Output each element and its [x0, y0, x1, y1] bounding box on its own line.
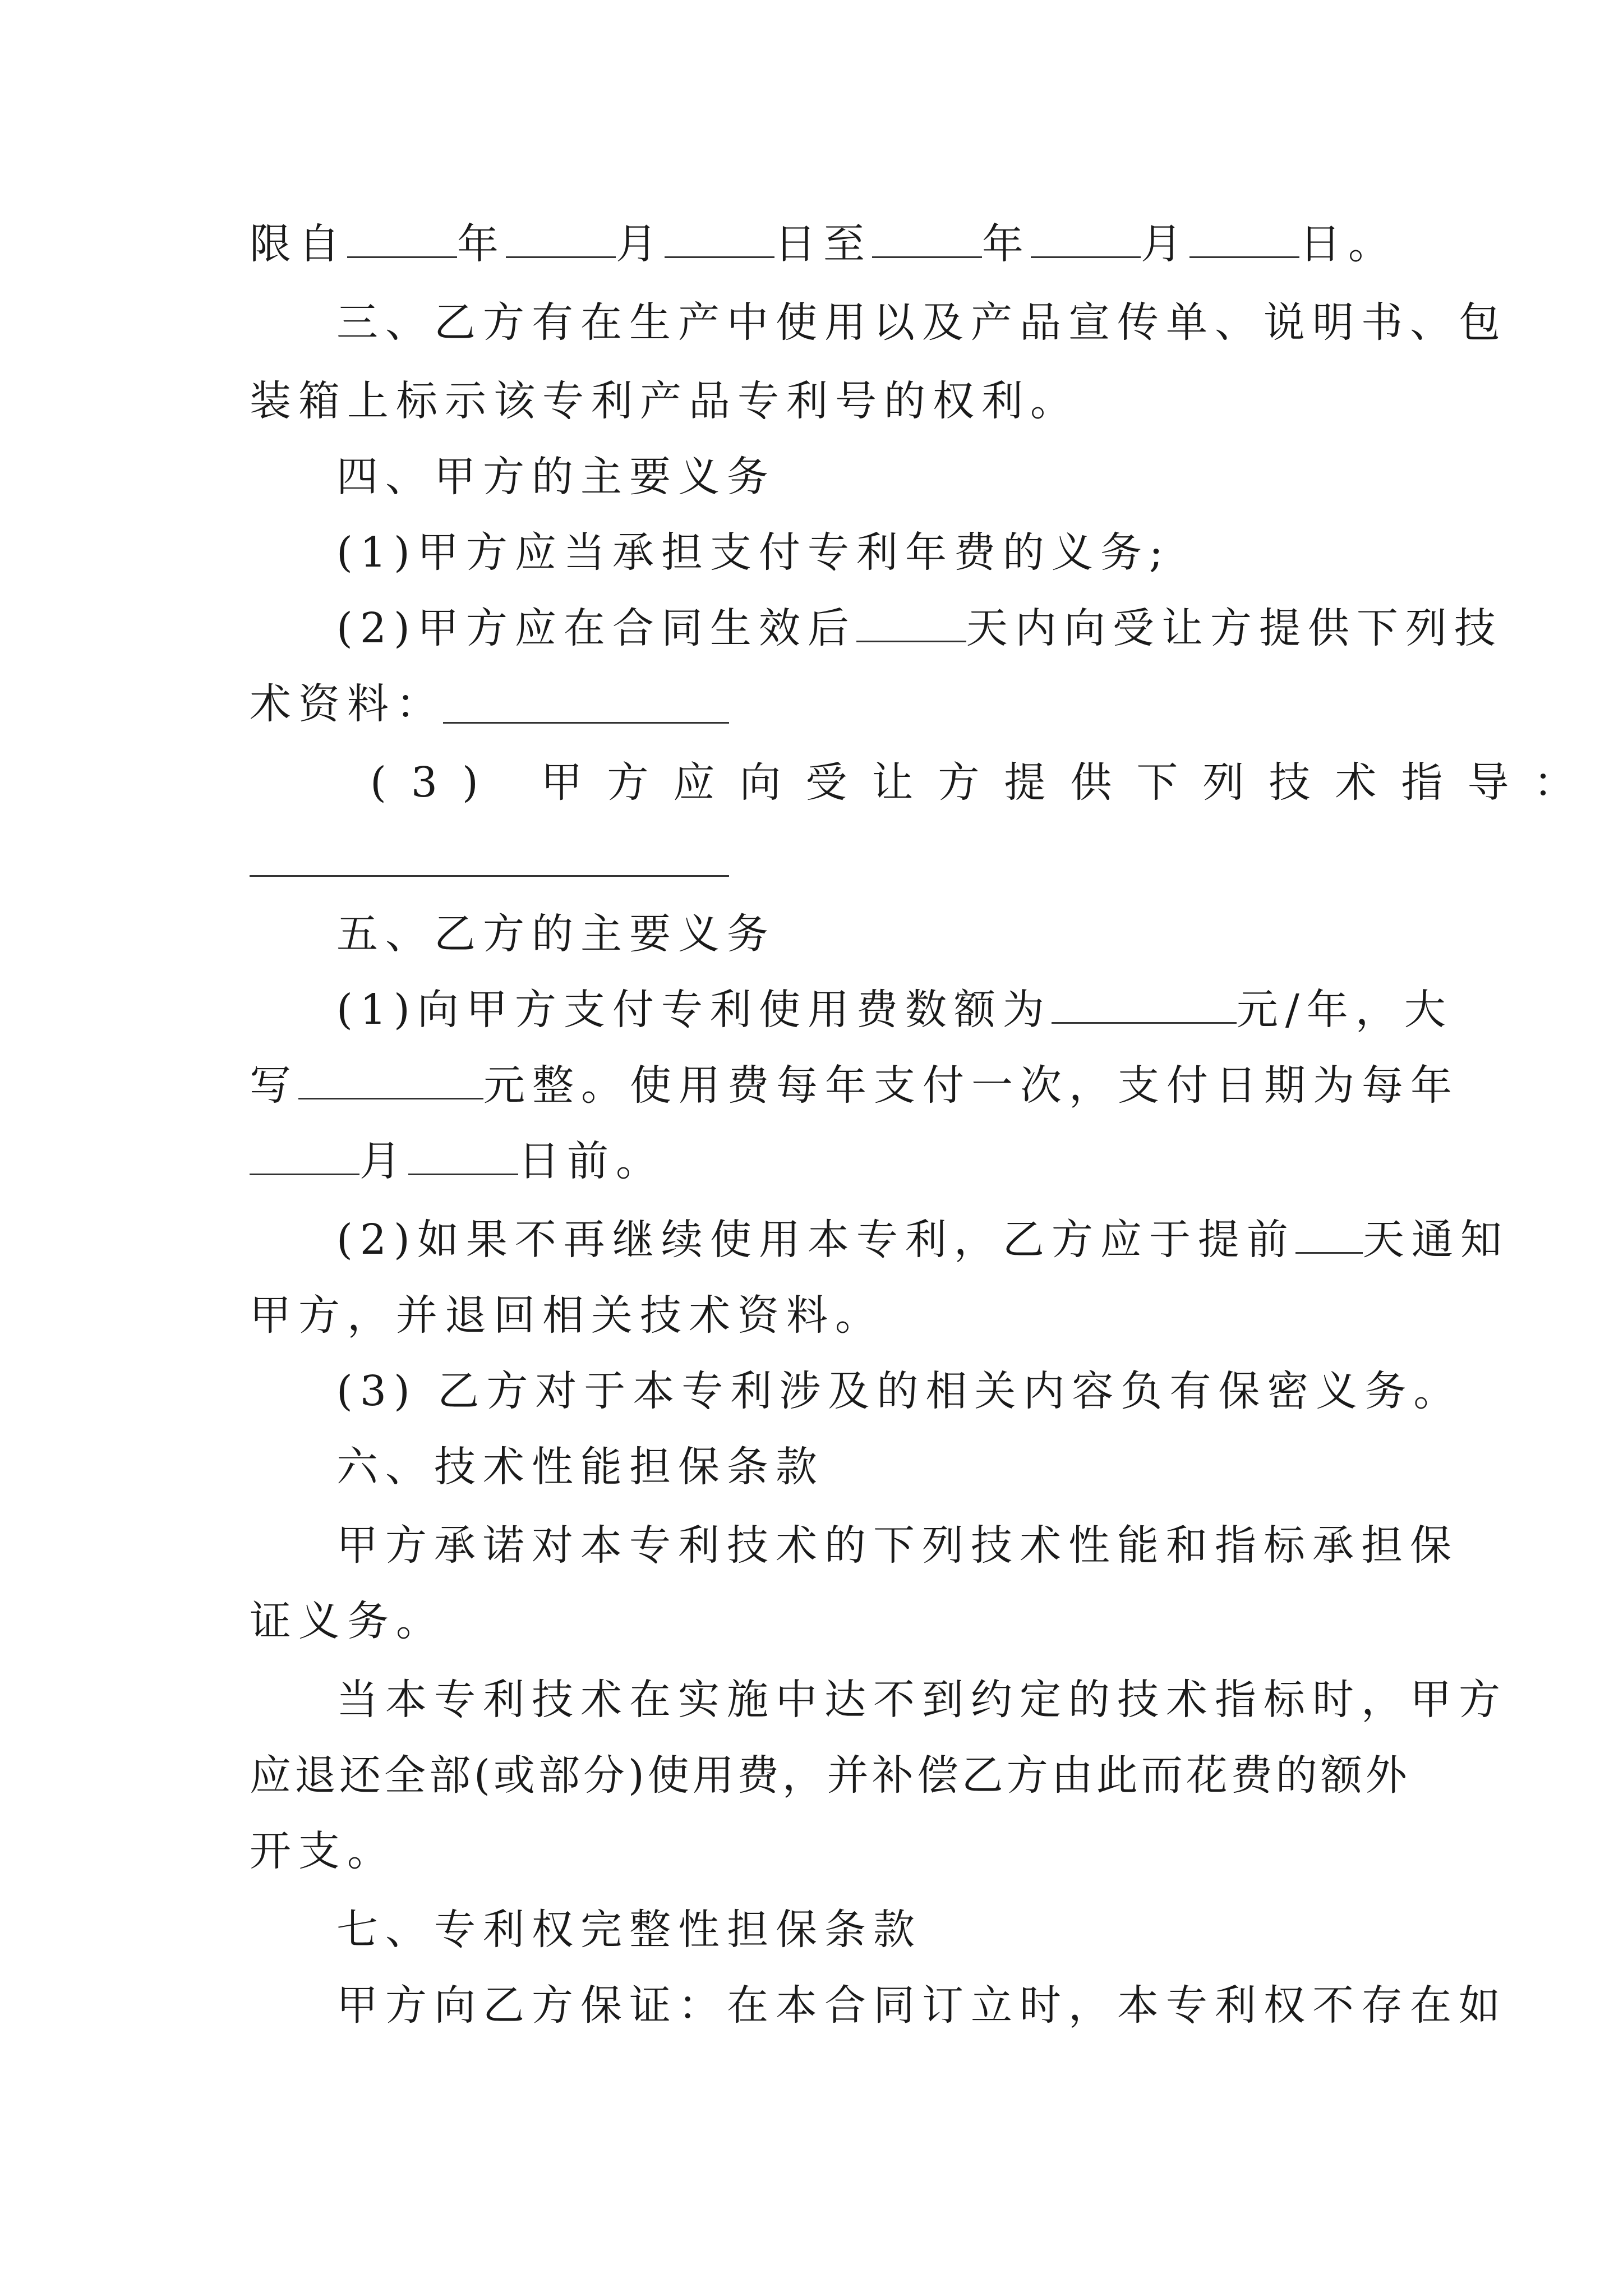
- paragraph-line: [336, 982, 1453, 1038]
- text-segment: 日前。: [518, 1137, 665, 1185]
- text-segment: 月: [1141, 220, 1189, 268]
- text-segment: 元/年，大: [1236, 986, 1453, 1034]
- paragraph-line: 术资料：: [250, 680, 445, 728]
- text-segment: 月: [616, 220, 665, 268]
- text-segment: 限自: [250, 220, 347, 268]
- text-segment: (1)向甲方支付专利使用费数额为: [336, 986, 1052, 1034]
- section-heading: 七、专利权完整性担保条款: [336, 1906, 922, 1954]
- paragraph-line: 甲方向乙方保证：在本合同订立时，本专利权不存在如: [336, 1981, 1507, 2030]
- section-heading: 六、技术性能担保条款: [336, 1443, 824, 1491]
- blank-field-start-month: [506, 222, 616, 258]
- blank-field-end-month: [1031, 222, 1141, 258]
- blank-field-end-year: [872, 222, 982, 258]
- blank-field-start-year: [347, 222, 457, 258]
- section-heading: 四、甲方的主要义务: [336, 453, 776, 501]
- blank-field-fee-amount: [1052, 987, 1237, 1024]
- blank-field-days: [856, 606, 966, 642]
- paragraph-line: [336, 1212, 1509, 1268]
- paragraph-line: 甲方承诺对本专利技术的下列技术性能和指标承担保: [336, 1521, 1459, 1570]
- blank-field-pay-day: [408, 1139, 518, 1175]
- text-segment: 日。: [1299, 220, 1397, 268]
- paragraph-line: (3) 甲方应向受让方提供下列技术指导：: [370, 758, 1600, 807]
- blank-field-tech-guidance: [250, 875, 729, 877]
- blank-field-tech-materials: [443, 722, 729, 724]
- paragraph-line: 三、乙方有在生产中使用以及产品宣传单、说明书、包: [336, 298, 1507, 347]
- section-heading: 五、乙方的主要义务: [336, 910, 776, 958]
- paragraph-line: [250, 1057, 1459, 1114]
- text-segment: 年: [457, 220, 506, 268]
- text-segment: (2)甲方应在合同生效后: [336, 604, 856, 652]
- text-segment: 日至: [774, 220, 872, 268]
- blank-field-end-day: [1189, 222, 1299, 258]
- paragraph-line: [250, 1133, 665, 1189]
- text-segment: 天通知: [1362, 1216, 1509, 1264]
- text-segment: 元整。使用费每年支付一次，支付日期为每年: [483, 1061, 1459, 1110]
- blank-field-start-day: [665, 222, 774, 258]
- paragraph-line: [336, 600, 1503, 656]
- text-segment: 天内向受让方提供下列技: [966, 604, 1503, 652]
- text-segment: 年: [982, 220, 1031, 268]
- paragraph-line: 证义务。: [250, 1597, 445, 1645]
- text-segment: (2)如果不再继续使用本专利，乙方应于提前: [336, 1216, 1295, 1264]
- paragraph-line: (1)甲方应当承担支付专利年费的义务;: [336, 528, 1170, 577]
- paragraph-line: 当本专利技术在实施中达不到约定的技术指标时，甲方: [336, 1676, 1507, 1724]
- blank-field-notice-days: [1295, 1217, 1363, 1254]
- blank-field-fee-capital: [298, 1063, 483, 1099]
- paragraph-line: (3) 乙方对于本专利涉及的相关内容负有保密义务。: [336, 1367, 1463, 1415]
- paragraph-line: 甲方，并退回相关技术资料。: [250, 1291, 884, 1340]
- paragraph-line: 开支。: [250, 1827, 396, 1875]
- term-date-line: [250, 216, 1397, 272]
- paragraph-line: 应退还全部(或部分)使用费，并补偿乙方由此而花费的额外: [250, 1751, 1410, 1800]
- text-segment: 写: [250, 1061, 298, 1110]
- blank-field-pay-month: [250, 1139, 359, 1175]
- paragraph-line: 装箱上标示该专利产品专利号的权利。: [250, 377, 1079, 425]
- text-segment: 月: [359, 1137, 408, 1185]
